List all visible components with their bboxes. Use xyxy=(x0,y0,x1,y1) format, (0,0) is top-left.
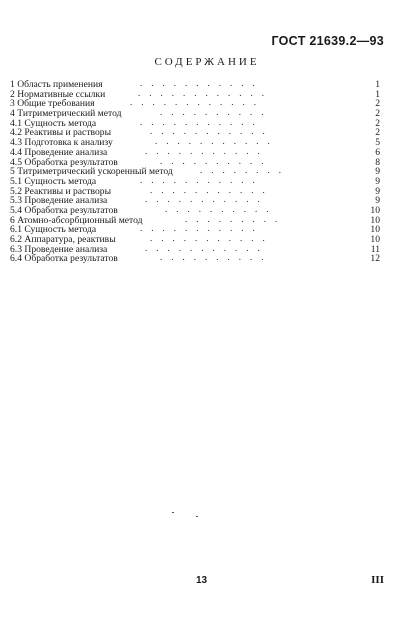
toc-entry-label: 5.1 Сущность метода xyxy=(10,175,97,187)
toc-entry xyxy=(10,254,380,264)
toc-leader-dots: .......... xyxy=(160,252,273,263)
toc-entry-label: 2 Нормативные ссылки xyxy=(10,88,106,100)
print-speck xyxy=(172,512,174,513)
toc-leader-dots: .......... xyxy=(160,107,273,118)
section-numeral: III xyxy=(371,574,384,586)
toc-entry-label: 4.4 Проведение анализа xyxy=(10,146,108,158)
toc-entry-page: 9 xyxy=(375,166,380,178)
toc-entry-page: 9 xyxy=(375,175,380,187)
toc-leader-dots: ........... xyxy=(140,174,264,185)
toc-entry-page: 5 xyxy=(375,137,380,149)
toc-entry-label: 1 Область применения xyxy=(10,79,103,90)
toc-entry-label: 6.2 Аппаратура, реактивы xyxy=(10,234,116,245)
toc-entry-page: 2 xyxy=(375,117,380,129)
toc-leader-dots: ............ xyxy=(138,87,273,98)
toc-entry-page: 10 xyxy=(370,234,380,245)
toc-leader-dots: ........... xyxy=(140,116,264,127)
toc-entry-label: 6.4 Обработка результатов xyxy=(10,253,118,265)
toc-entry-label: 4.1 Сущность метода xyxy=(10,117,97,129)
toc-entry-label: 6.3 Проведение анализа xyxy=(10,243,108,255)
toc-entry-page: 11 xyxy=(370,243,380,255)
toc-leader-dots: .......... xyxy=(160,155,273,166)
toc-entry-page: 9 xyxy=(375,185,380,197)
toc-entry-page: 9 xyxy=(375,195,380,207)
toc-entry-label: 3 Общие требования xyxy=(10,98,95,110)
toc-entry-page: 12 xyxy=(370,253,380,265)
toc-entry-label: 4 Титриметрический метод xyxy=(10,108,122,120)
table-of-contents xyxy=(10,80,380,264)
print-speck xyxy=(196,516,198,517)
toc-entry-page: 10 xyxy=(370,204,380,216)
toc-leader-dots: ........... xyxy=(145,194,269,205)
toc-leader-dots: ........... xyxy=(150,126,274,137)
toc-entry-label: 5.3 Проведение анализа xyxy=(10,195,108,207)
toc-entry-label: 5.4 Обработка результатов xyxy=(10,204,118,216)
toc-entry-label: 6.1 Сущность метода xyxy=(10,224,97,236)
toc-leader-dots: ........... xyxy=(145,145,269,156)
toc-entry-page: 6 xyxy=(375,146,380,158)
toc-entry-label: 4.2 Реактивы и растворы xyxy=(10,127,112,139)
standard-number-header: ГОСТ 21639.2—93 xyxy=(271,34,384,48)
toc-entry-page: 1 xyxy=(375,79,380,90)
toc-entry-page: 10 xyxy=(370,224,380,236)
toc-leader-dots: ........ xyxy=(200,165,290,176)
toc-entry-page: 1 xyxy=(375,88,380,100)
toc-leader-dots: ........... xyxy=(155,136,279,147)
toc-entry-page: 10 xyxy=(370,214,380,226)
toc-entry-page: 8 xyxy=(375,156,380,168)
toc-entry-label: 6 Атомно-абсорбционный метод xyxy=(10,214,143,226)
toc-entry-page: 2 xyxy=(375,108,380,120)
toc-entry-page: 2 xyxy=(375,127,380,139)
toc-leader-dots: ........... xyxy=(150,184,274,195)
toc-entry-label: 5.2 Реактивы и растворы xyxy=(10,185,112,197)
contents-title: СОДЕРЖАНИЕ xyxy=(154,56,260,68)
toc-leader-dots: ........... xyxy=(145,242,269,253)
toc-leader-dots: ........... xyxy=(140,78,264,88)
toc-leader-dots: ........... xyxy=(150,233,274,243)
page-number: 13 xyxy=(196,575,208,586)
toc-entry-label: 4.5 Обработка результатов xyxy=(10,156,118,168)
toc-leader-dots: ......... xyxy=(185,213,287,224)
toc-entry-label: 4.3 Подготовка к анализу xyxy=(10,137,113,149)
toc-leader-dots: ........... xyxy=(140,223,264,234)
toc-entry-page: 2 xyxy=(375,98,380,110)
toc-leader-dots: ............ xyxy=(130,97,265,108)
toc-entry-label: 5 Титриметрический ускоренный метод xyxy=(10,166,173,178)
toc-leader-dots: .......... xyxy=(165,203,278,214)
